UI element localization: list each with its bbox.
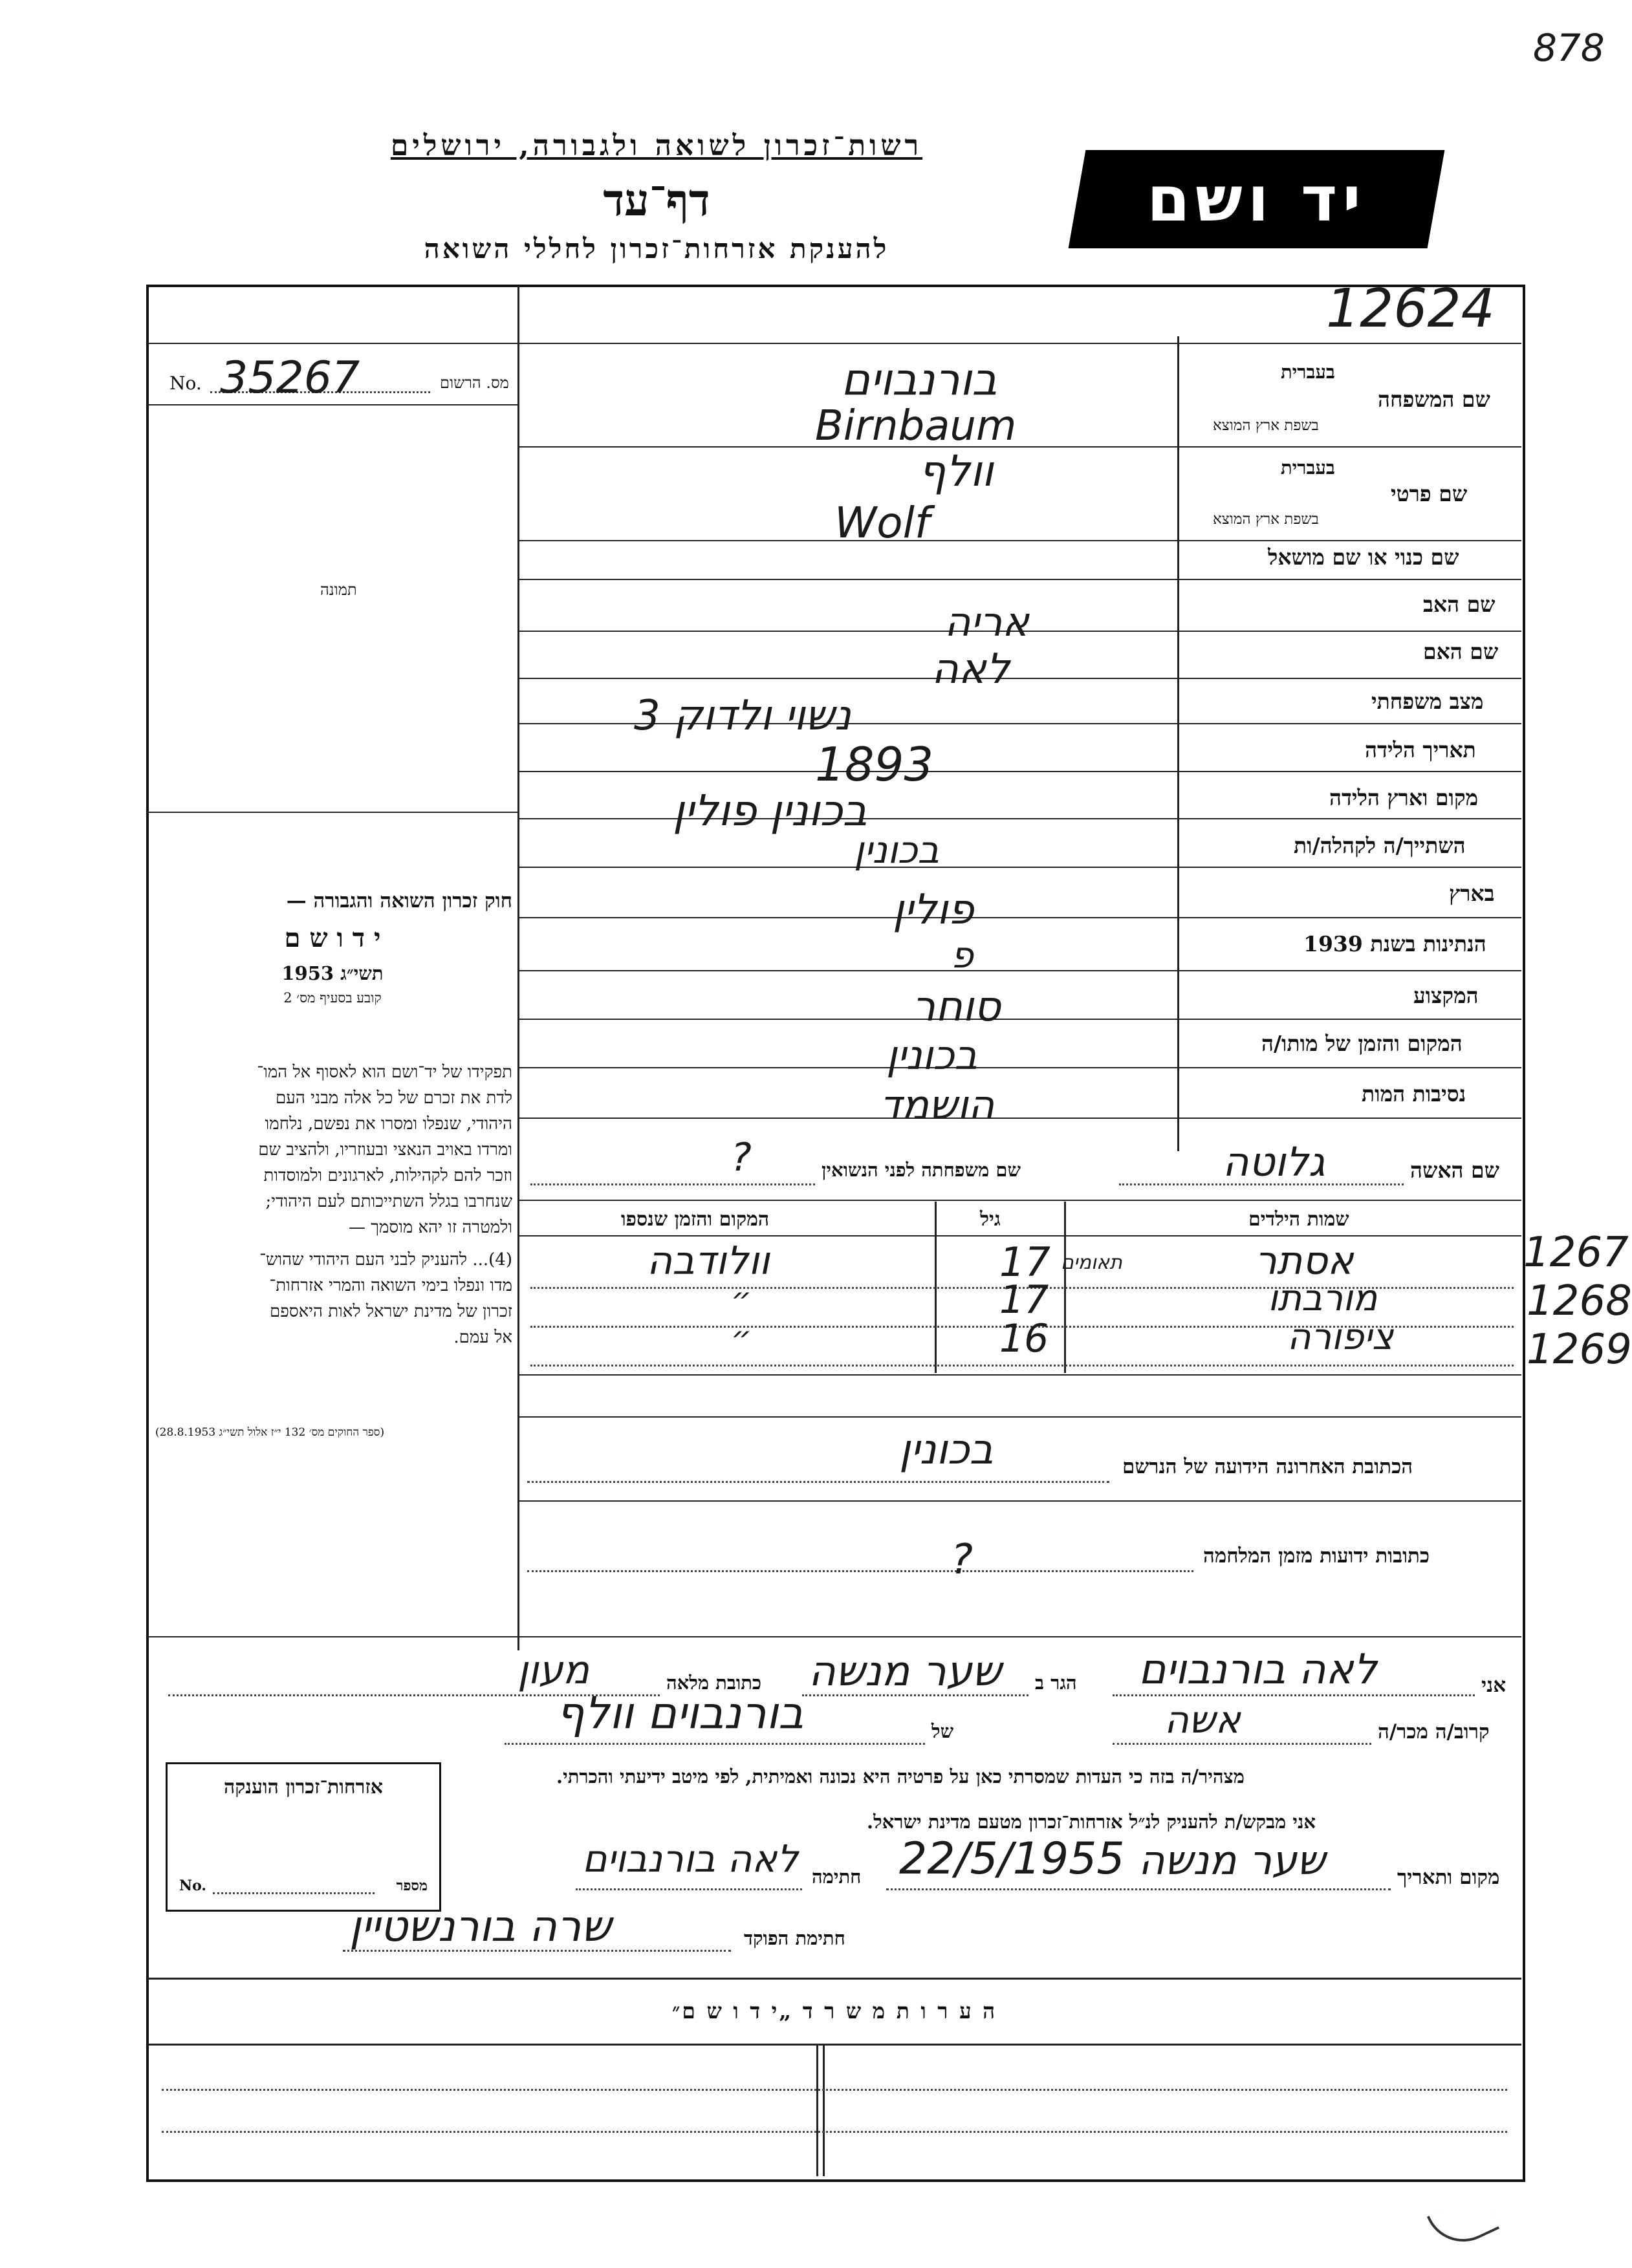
- child-age[interactable]: 17: [999, 1238, 1050, 1286]
- children-place-header: המקום והזמן שנספו: [621, 1208, 770, 1231]
- signature-dots: [576, 1888, 802, 1890]
- last-address-value[interactable]: בכונין: [899, 1426, 994, 1474]
- child-age[interactable]: 16: [999, 1316, 1049, 1361]
- row-line: [517, 446, 1521, 448]
- notes-line: [162, 2131, 1507, 2133]
- marital-label: מצב משפחתי: [1371, 689, 1484, 714]
- citizenship-no-label: No.: [179, 1877, 207, 1894]
- wife-value[interactable]: גלוטה: [1223, 1138, 1325, 1185]
- law-line: זכרון של מדינת ישראל לאות היאספם: [270, 1302, 512, 1321]
- law-line: תפקידו של יד־ושם הוא לאסוף אל המו־: [257, 1063, 512, 1082]
- law-block: [153, 889, 512, 1006]
- family-name-hebrew-sub: בעברית: [1281, 361, 1335, 383]
- signature-label: חתימה: [812, 1866, 862, 1888]
- left-column-divider: [517, 286, 519, 1650]
- law-line: היהודי, שנפלו ומסרו את נפשם, נלחמו: [265, 1114, 512, 1134]
- declarant-name[interactable]: לאה בורנבוים: [1138, 1646, 1377, 1694]
- citizenship-number-label: מספר: [396, 1877, 428, 1894]
- place-date-dots: [886, 1888, 1391, 1890]
- mother-label: שם האם: [1423, 639, 1499, 664]
- birth-date-label: תאריך הלידה: [1365, 737, 1476, 762]
- marital-value[interactable]: נשוי ולדוק 3: [634, 692, 851, 740]
- registration-label: מס. הרשום: [440, 374, 509, 392]
- declarant-top-line: [147, 1636, 1521, 1637]
- children-bottom-line: [517, 1374, 1521, 1376]
- declarant-resident[interactable]: שער מנשה: [809, 1648, 1002, 1696]
- community-value[interactable]: בכונין: [854, 828, 940, 872]
- row-line: [517, 579, 1521, 580]
- declare-text: מצהיר/ה בזה כי העדות שמסרתי כאן על פרטיה היא נכונה ואמיתית, לפי מיטב ידיעתי והכרתי.: [556, 1766, 1245, 1787]
- official-label: חתימת הפוקד: [744, 1927, 845, 1949]
- relative-dots: [1113, 1743, 1371, 1745]
- death-circ-value[interactable]: הושמד: [880, 1081, 995, 1129]
- child-margin-number: 1268: [1527, 1277, 1632, 1325]
- war-address-value[interactable]: ?: [951, 1536, 973, 1584]
- child-row-line: [530, 1365, 1514, 1366]
- death-place-value[interactable]: בכונין: [886, 1031, 978, 1079]
- row-line: [517, 970, 1521, 971]
- birth-place-value[interactable]: בכונין פולין: [673, 786, 867, 836]
- birth-date-value[interactable]: 1893: [815, 737, 934, 792]
- community-label: השתייך/ה לקהלה/ות: [1294, 833, 1466, 858]
- child-place[interactable]: וולודבה: [647, 1238, 770, 1284]
- declarant-name-dots: [1113, 1694, 1475, 1696]
- maiden-dots: [530, 1183, 815, 1185]
- office-notes-divider: [823, 2044, 825, 2176]
- child-margin-number: 1267: [1523, 1229, 1629, 1277]
- first-name-hebrew-sub: בעברית: [1281, 457, 1335, 479]
- registration-row-line: [147, 404, 519, 405]
- wife-row-line: [517, 1200, 1521, 1201]
- law-line: לדת את זכרם של כל אלה מבני העם: [275, 1088, 512, 1108]
- children-names-header: שמות הילדים: [1248, 1208, 1349, 1231]
- law-year: תשי״ג 1953: [281, 962, 384, 984]
- father-value[interactable]: אריה: [944, 598, 1029, 645]
- law-line: שנחרבו בגלל השתייכותם לעם היהודי;: [265, 1192, 512, 1211]
- last-address-label: הכתובת האחרונה הידועה של הנרשם: [1122, 1455, 1413, 1478]
- signature-value[interactable]: לאה בורנבוים: [582, 1837, 799, 1881]
- row-line: [517, 818, 1521, 819]
- official-signature[interactable]: שרה בורנשטיין: [349, 1901, 611, 1951]
- father-label: שם האב: [1423, 592, 1496, 617]
- family-name-origin-sub: בשפת ארץ המוצא: [1213, 417, 1319, 434]
- children-age-header: גיל: [980, 1208, 1001, 1231]
- law-line: (4)... להעניק לבני העם היהודי שהוש־: [259, 1250, 512, 1269]
- mother-value[interactable]: לאה: [931, 645, 1010, 693]
- maiden-value[interactable]: ?: [731, 1135, 752, 1180]
- war-address-label: כתובות ידועות מזמן המלחמה: [1203, 1544, 1430, 1568]
- wife-label: שם האשה: [1410, 1158, 1499, 1183]
- law-line: וזכר להם לקהילות, לארגונים ולמוסדות: [263, 1166, 512, 1185]
- country-label: בארץ: [1449, 881, 1495, 906]
- child-name[interactable]: ציפורה: [1287, 1316, 1394, 1358]
- notes-line: [162, 2089, 1507, 2091]
- registration-number[interactable]: 35267: [220, 352, 360, 404]
- citizenship-value[interactable]: פ: [951, 934, 974, 977]
- photo-label: תמונה: [320, 581, 357, 599]
- file-number: 12624: [1326, 278, 1495, 340]
- label-column-divider: [1177, 336, 1179, 1151]
- first-name-hebrew-value[interactable]: וולף: [919, 446, 994, 496]
- citizenship-label: הנתינות בשנת 1939: [1303, 931, 1486, 956]
- form-subtitle: להענקת אזרחות־זכרון לחללי השואה: [424, 233, 889, 265]
- family-name-hebrew-value[interactable]: בורנבוים: [841, 354, 997, 405]
- child-age-note: תאומים: [1061, 1251, 1122, 1274]
- birth-place-label: מקום וארץ הלידה: [1329, 785, 1479, 810]
- logo-text: יד ושם: [1147, 163, 1366, 235]
- office-notes-top-line: [147, 1978, 1521, 1980]
- yad-vashem-logo: [1069, 150, 1445, 248]
- address-top-line: [517, 1416, 1521, 1418]
- declarant-i-label: אני: [1481, 1674, 1507, 1697]
- photo-bottom-line: [147, 812, 519, 813]
- row-line: [517, 1067, 1521, 1068]
- request-text: אני מבקש/ת להעניק לנ״ל אזרחות־זכרון מטעם מדינת ישראל.: [867, 1811, 1316, 1833]
- profession-label: המקצוע: [1413, 983, 1479, 1008]
- corner-number: 878: [1533, 26, 1605, 70]
- child-place[interactable]: ״: [731, 1280, 752, 1318]
- family-name-label: שם המשפחה: [1378, 387, 1490, 412]
- last-address-dots: [527, 1481, 1109, 1483]
- child-margin-number: 1269: [1527, 1326, 1632, 1374]
- first-name-latin-value[interactable]: Wolf: [834, 498, 930, 548]
- law-line: ומרדו באויב הנאצי ובעוזריו, ולהציב שם: [258, 1140, 512, 1160]
- place-date-label: מקום ותאריך: [1397, 1866, 1500, 1889]
- row-line: [517, 1118, 1521, 1119]
- law-title: חוק זכרון השואה והגבורה —: [286, 889, 512, 913]
- row-line: [517, 867, 1521, 868]
- profession-value[interactable]: סוחר: [912, 983, 1001, 1031]
- stray-pen-mark: [1427, 2191, 1499, 2254]
- office-notes-divider: [816, 2044, 818, 2176]
- of-dots: [505, 1743, 925, 1745]
- office-notes-header-line: [147, 2044, 1521, 2046]
- citizenship-number-dots: [213, 1892, 375, 1894]
- relative-label: קרוב/ה מכר/ה: [1378, 1720, 1490, 1744]
- top-row-line: [147, 343, 1521, 344]
- address-mid-line: [517, 1500, 1521, 1502]
- row-line: [517, 771, 1521, 772]
- law-clause: קובע בסעיף מס׳ 2: [283, 990, 382, 1006]
- office-notes-title: ה ע ר ו ת מ ש ר ד „י ד ו ש ם״: [671, 1998, 997, 2024]
- declarant-address[interactable]: מעון: [517, 1648, 590, 1693]
- law-paragraphs: [153, 1059, 512, 1350]
- citizenship-box: [166, 1762, 441, 1912]
- citizenship-box-title: אזרחות־זכרון הוענקה: [223, 1776, 384, 1798]
- child-age[interactable]: 17: [999, 1277, 1049, 1323]
- row-line: [517, 678, 1521, 679]
- family-name-latin-value[interactable]: Birnbaum: [815, 402, 1017, 450]
- death-circ-label: נסיבות המות: [1362, 1081, 1466, 1107]
- declarant-resident-label: הגר ב: [1035, 1672, 1077, 1694]
- relative-value[interactable]: אשה: [1164, 1698, 1241, 1742]
- declarant-address-label: כתובת מלאה: [666, 1672, 762, 1694]
- of-value[interactable]: בורנבוים וולף: [556, 1688, 804, 1739]
- death-place-label: המקום והזמן של מותו/ה: [1261, 1031, 1463, 1056]
- law-line: ולמטרה זו יהא מוסמך —: [348, 1218, 512, 1237]
- of-label: של: [931, 1720, 954, 1742]
- first-name-label: שם פרטי: [1391, 481, 1468, 506]
- child-name[interactable]: מורבתו: [1268, 1277, 1378, 1319]
- nickname-label: שם כנוי או שם מושאל: [1268, 545, 1459, 570]
- authority-line: רשות־זכרון לשואה ולגבורה, ירושלים: [390, 129, 923, 162]
- maiden-label: שם משפחתה לפני הנשואין: [821, 1159, 1021, 1181]
- first-name-origin-sub: בשפת ארץ המוצא: [1213, 511, 1319, 528]
- children-header-line: [517, 1235, 1521, 1237]
- law-name: י ד ו ש ם: [284, 923, 381, 953]
- war-address-dots: [527, 1570, 1193, 1572]
- row-line: [517, 917, 1521, 918]
- row-line: [517, 1019, 1521, 1020]
- law-line: אל עמם.: [453, 1328, 512, 1347]
- place-value[interactable]: שער מנשה: [1138, 1837, 1325, 1884]
- row-line: [517, 540, 1521, 541]
- child-place[interactable]: ״: [731, 1319, 752, 1357]
- law-source: (ספר החוקים מס׳ 132 י״ז אלול תשי״ג 28.8.1953): [155, 1426, 385, 1439]
- law-line: מדו ונפלו בימי השואה והמרי אזרחות־: [269, 1276, 512, 1295]
- form-title: דף־עד: [603, 175, 710, 226]
- child-name[interactable]: אסתר: [1255, 1238, 1354, 1284]
- registration-no-label: No.: [169, 373, 202, 394]
- date-value[interactable]: 22/5/1955: [899, 1833, 1125, 1885]
- country-value[interactable]: פולין: [893, 886, 974, 934]
